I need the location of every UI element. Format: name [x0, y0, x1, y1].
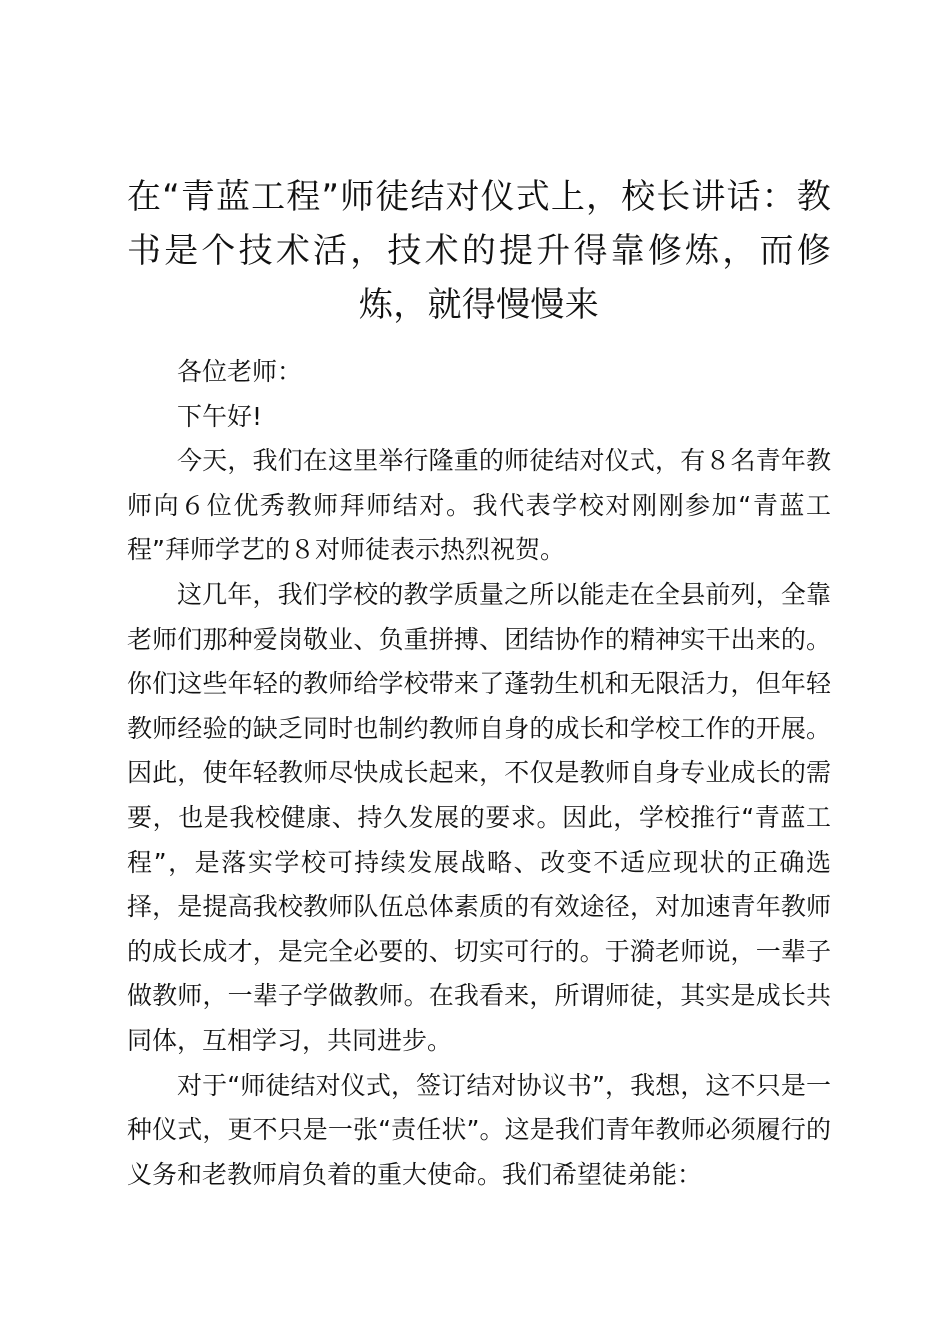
document-title: 在“青蓝工程”师徒结对仪式上，校长讲话：教书是个技术活，技术的提升得靠修炼，而修炼，就得慢慢来: [127, 177, 831, 325]
salutation: 各位老师：: [177, 357, 303, 386]
document-page: [127, 170, 831, 1197]
body-paragraph: 对于“师徒结对仪式，签订结对协议书”，我想，这不只是一种仪式，更不只是一张“责任状”。这是我们青年教师必须履行的义务和老教师肩负着的重大使命。我们希望徒弟能：: [127, 1070, 831, 1189]
greeting: 下午好!: [177, 401, 263, 431]
body-paragraph: 今天，我们在这里举行隆重的师徒结对仪式，有８名青年教师向６位优秀教师拜师结对。我代表学校对刚刚参加“青蓝工程”拜师学艺的８对师徒表示热烈祝贺。: [127, 446, 831, 565]
body-paragraph: 这几年，我们学校的教学质量之所以能走在全县前列，全靠老师们那种爱岗敬业、负重拼搏、团结协作的精神实干出来的。你们这些年轻的教师给学校带来了蓬勃生机和无限活力，但年轻教师经验的缺乏同时也制约教师自身的成长和学校工作的开展。因此，使年轻教师尽快成长起来，不仅是教师自身专业成长的需要，也是我校健康、持久发展的要求。因此，学校推行“青蓝工程”，是落实学校可持续发展战略、改变不适应现状的正确选择，是提高我校教师队伍总体素质的有效途径，对加速青年教师的成长成才，是完全必要的、切实可行的。于漪老师说，一辈子做教师，一辈子学做教师。在我看来，所谓师徒，其实是成长共同体，互相学习，共同进步。: [127, 579, 831, 1055]
